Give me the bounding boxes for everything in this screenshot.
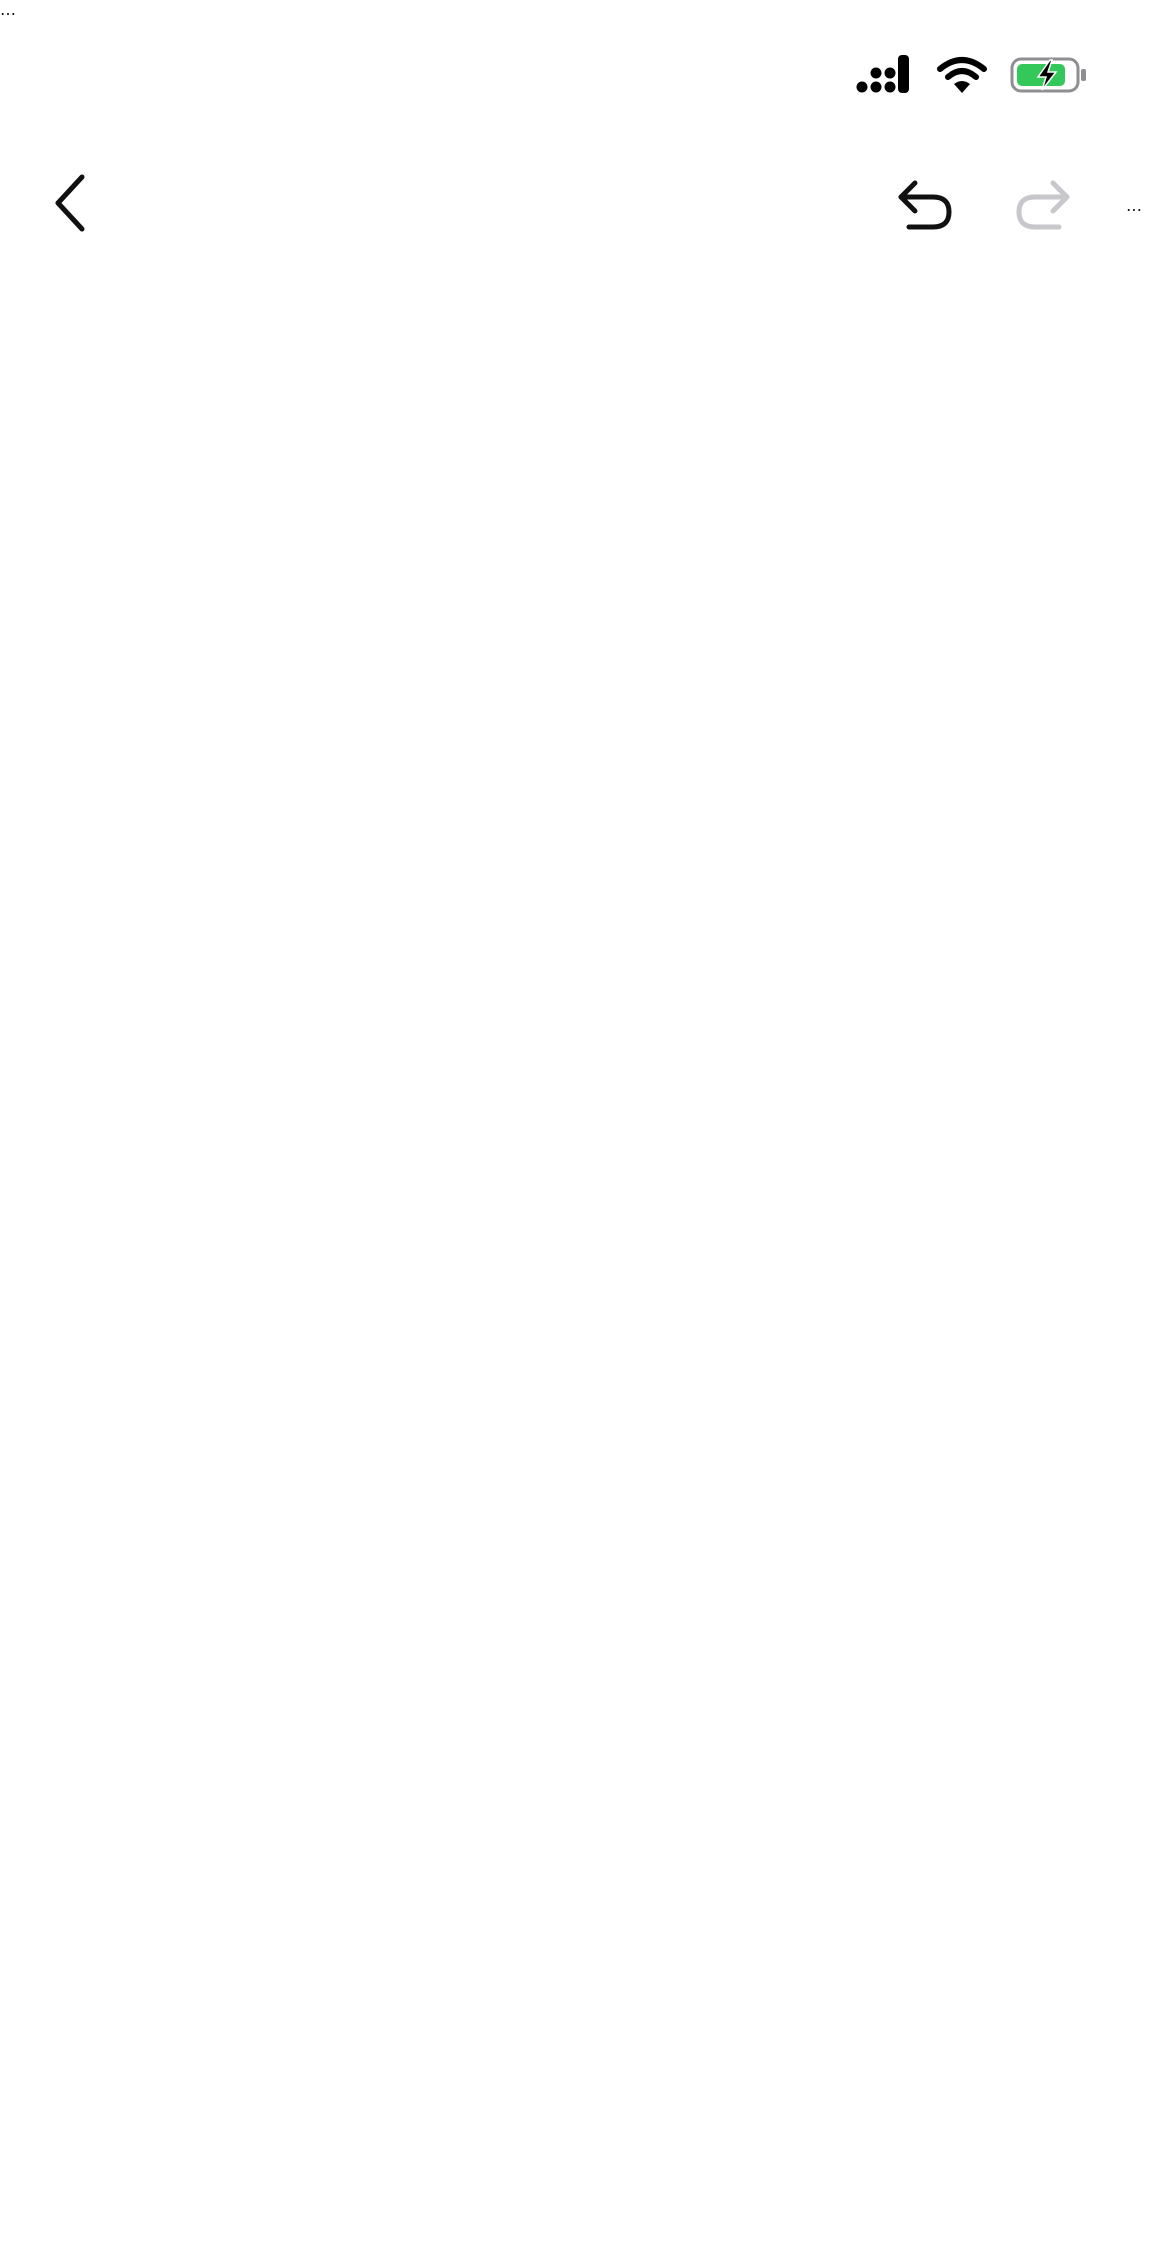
undo-button[interactable] [890,170,960,240]
status-bar [0,0,1170,150]
redo-button[interactable] [1008,170,1078,240]
battery-charging-icon [1010,55,1090,99]
back-button[interactable] [40,170,100,240]
undo-icon [895,175,955,235]
chevron-left-icon [52,173,88,237]
cellular-signal-icon [856,55,914,99]
status-icons [856,52,1090,102]
redo-icon [1013,175,1073,235]
nav-actions: … [890,170,1142,240]
nav-bar [0,150,1170,260]
wifi-icon [936,55,988,99]
